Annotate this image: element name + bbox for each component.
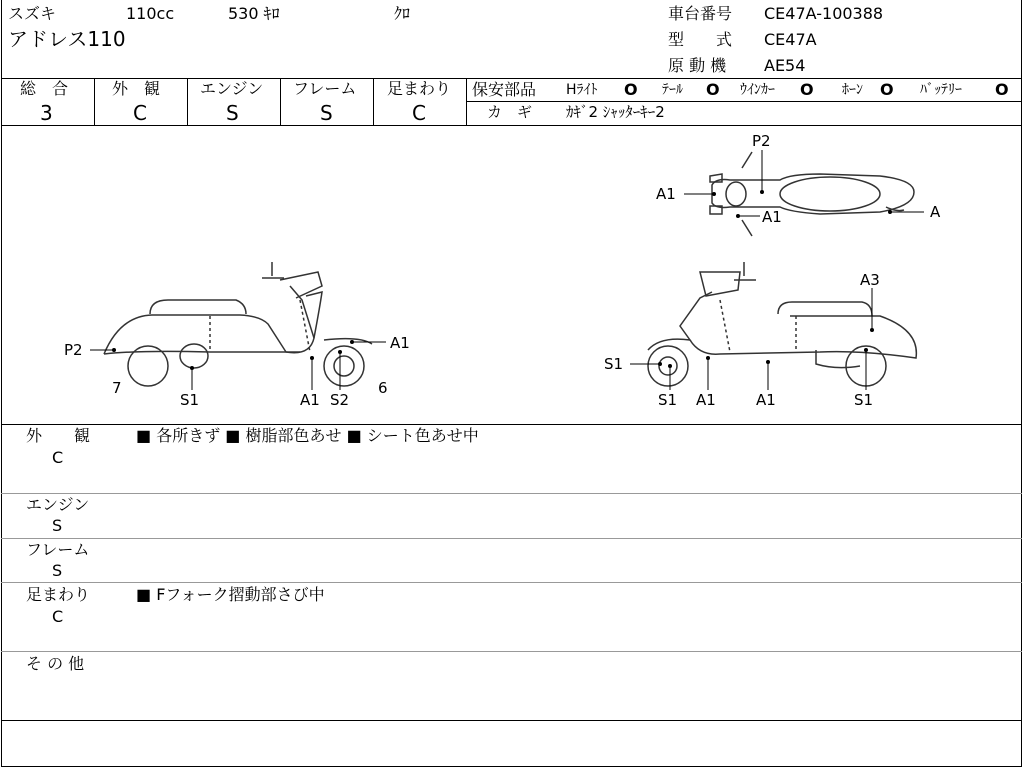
mileage: 530 ｷﾛ — [228, 4, 280, 23]
grade-header-suspension: 足まわり — [387, 79, 452, 98]
divider — [1, 493, 1022, 494]
safety-item-headlight: Hﾗｲﾄ — [566, 82, 598, 98]
grade-engine: S — [226, 101, 239, 125]
remark-label-other: そ の 他 — [26, 654, 85, 673]
divider — [187, 78, 188, 125]
label-right-s1-rear: S1 — [854, 391, 874, 409]
type-value: CE47A — [764, 30, 817, 49]
grade-header-engine: エンジン — [200, 79, 264, 98]
frame-no: CE47A-100388 — [764, 4, 884, 23]
divider — [1, 651, 1022, 652]
remark-grade-exterior: C — [52, 448, 64, 467]
divider — [466, 101, 1022, 102]
type-label: 型 式 — [668, 30, 733, 49]
safety-item-winker: ｳｲﾝｶｰ — [740, 82, 775, 98]
label-top-a1-left: A1 — [656, 185, 676, 203]
engine-label: 原 動 機 — [668, 56, 727, 75]
label-left-s2: S2 — [330, 391, 350, 409]
safety-mark-tail: O — [706, 80, 720, 99]
label-left-a1-front: A1 — [390, 334, 410, 352]
remark-text-suspension: ■ Fフォーク摺動部さび中 — [136, 585, 325, 604]
remark-label-engine: エンジン — [26, 495, 90, 514]
label-left-6: 6 — [378, 379, 388, 397]
safety-item-horn: ﾎｰﾝ — [842, 82, 863, 98]
safety-item-battery: ﾊﾞｯﾃﾘｰ — [920, 82, 962, 98]
maker: スズキ — [8, 4, 57, 23]
remark-label-exterior: 外 観 — [26, 426, 91, 445]
key-value: ｶｷﾞ2 ｼｬｯﾀｰｷｰ2 — [566, 103, 665, 121]
grade-suspension: C — [412, 101, 426, 125]
remark-label-frame: フレーム — [26, 540, 90, 559]
displacement: 110cc — [126, 4, 175, 23]
grade-total: 3 — [40, 101, 53, 125]
divider — [280, 78, 281, 125]
remark-label-suspension: 足まわり — [26, 585, 91, 604]
scooter-top-view — [710, 152, 914, 236]
grade-header-total: 総 合 — [20, 79, 69, 98]
label-left-7: 7 — [112, 379, 122, 397]
label-top-a1-right: A1 — [762, 208, 782, 226]
remark-grade-suspension: C — [52, 607, 64, 626]
engine-value: AE54 — [764, 56, 806, 75]
label-top-p2: P2 — [752, 132, 771, 150]
grade-header-frame: フレーム — [293, 79, 357, 98]
label-left-p2: P2 — [64, 341, 83, 359]
divider — [94, 78, 95, 125]
label-right-a1-center: A1 — [756, 391, 776, 409]
divider — [1, 424, 1022, 425]
remark-grade-engine: S — [52, 516, 63, 535]
model-name: アドレス110 — [8, 27, 126, 51]
frame-no-label: 車台番号 — [668, 4, 733, 23]
label-right-a1-front: A1 — [696, 391, 716, 409]
divider — [373, 78, 374, 125]
safety-mark-winker: O — [800, 80, 814, 99]
labels-right-view — [604, 271, 880, 409]
label-left-s1: S1 — [180, 391, 200, 409]
remark-grade-frame: S — [52, 561, 63, 580]
safety-item-tail: ﾃｰﾙ — [662, 82, 683, 98]
label-right-s1-bottom: S1 — [658, 391, 678, 409]
divider — [1, 582, 1022, 583]
divider — [466, 78, 467, 125]
label-right-s1-front: S1 — [604, 355, 624, 373]
divider — [1, 538, 1022, 539]
label-top-a: A — [930, 203, 941, 221]
grade-frame: S — [320, 101, 333, 125]
label-left-a1-bottom: A1 — [300, 391, 320, 409]
scooter-left-view — [104, 262, 372, 386]
safety-mark-headlight: O — [624, 80, 638, 99]
divider — [1, 720, 1022, 721]
safety-mark-horn: O — [880, 80, 894, 99]
remark-text-exterior: ■ 各所きず ■ 樹脂部色あせ ■ シート色あせ中 — [136, 426, 479, 445]
grade-header-exterior: 外 観 — [112, 79, 161, 98]
safety-label: 保安部品 — [472, 80, 537, 99]
damage-diagram — [0, 126, 1024, 424]
labels-left-view — [64, 334, 410, 409]
safety-mark-battery: O — [995, 80, 1009, 99]
grade-exterior: C — [133, 101, 147, 125]
color: ｸﾛ — [394, 4, 411, 23]
label-right-a3: A3 — [860, 271, 880, 289]
key-label: カ ギ — [487, 103, 533, 121]
